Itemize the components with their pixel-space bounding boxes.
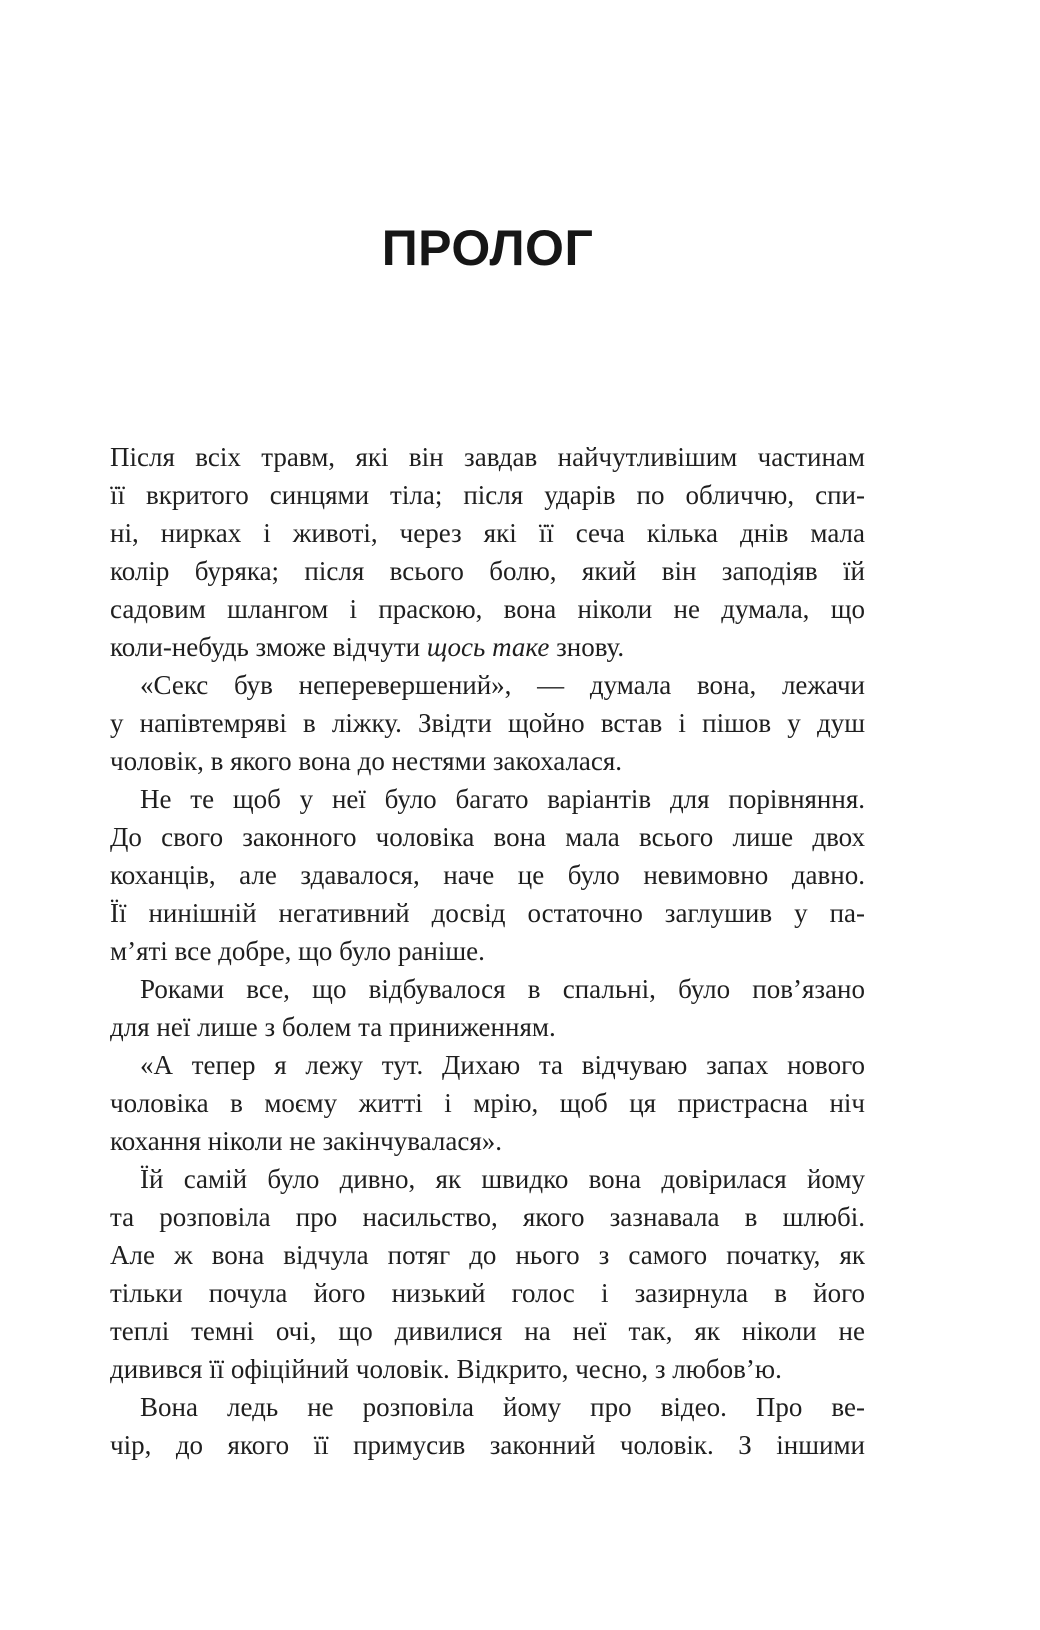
text-line: чір, до якого її примусив законний чоловік. З іншими: [110, 1430, 865, 1460]
text-line: Роками все, що відбувалося в спальні, було пов’язано: [140, 974, 865, 1004]
text-line: Але ж вона відчула потяг до нього з самого початку, як: [110, 1240, 865, 1270]
text-line: Після всіх травм, які він завдав найчутливішим частинам: [110, 442, 865, 472]
text-line: її вкритого синцями тіла; після ударів по обличчю, спи-: [110, 480, 865, 510]
paragraph: [110, 438, 865, 666]
chapter-title: ПРОЛОГ: [381, 220, 594, 276]
text-line: «А тепер я лежу тут. Дихаю та відчуваю запах нового: [140, 1050, 865, 1080]
text-line: у напівтемряві в ліжку. Звідти щойно встав і пішов у душ: [110, 708, 865, 738]
text-line: теплі темні очі, що дивилися на неї так, як ніколи не: [110, 1316, 865, 1346]
text-line: Вона ледь не розповіла йому про відео. Про ве-: [140, 1392, 865, 1422]
text-line: тільки почула його низький голос і зазирнула в його: [110, 1278, 865, 1308]
text-line: ні, нирках і животі, через які її сеча кілька днів мала: [110, 518, 865, 548]
text-line: чоловік, в якого вона до нестями закохалася.: [110, 746, 623, 776]
paragraph: [110, 1046, 865, 1160]
text-line: Її нинішній негативний досвід остаточно заглушив у па-: [110, 898, 865, 928]
text-line: садовим шлангом і праскою, вона ніколи не думала, що: [110, 594, 865, 624]
paragraph: [110, 666, 865, 780]
text-line: коли-небудь зможе відчути щось таке знову.: [110, 632, 625, 662]
text-line: та розповіла про насильство, якого зазнавала в шлюбі.: [110, 1202, 865, 1232]
text-line: чоловіка в моєму житті і мрію, щоб ця пристрасна ніч: [110, 1088, 865, 1118]
text-column: [110, 0, 865, 1464]
text-line: Їй самій було дивно, як швидко вона довірилася йому: [140, 1164, 865, 1194]
text-line: коханців, але здавалося, наче це було невимовно давно.: [110, 860, 865, 890]
text-line: До свого законного чоловіка вона мала всього лише двох: [110, 822, 865, 852]
paragraph: [110, 970, 865, 1046]
paragraph: [110, 780, 865, 970]
text-line: Не те щоб у неї було багато варіантів для порівняння.: [140, 784, 865, 814]
text-line: колір буряка; після всього болю, який він заподіяв їй: [110, 556, 865, 586]
text-line: м’яті все добре, що було раніше.: [110, 936, 485, 966]
text-line: «Секс був неперевершений», — думала вона, лежачи: [140, 670, 865, 700]
paragraph: [110, 1160, 865, 1388]
text-line: кохання ніколи не закінчувалася».: [110, 1126, 502, 1156]
paragraph: [110, 1388, 865, 1464]
text-line: дивився її офіційний чоловік. Відкрито, чесно, з любов’ю.: [110, 1354, 782, 1384]
body-text: [110, 438, 865, 1464]
text-line: для неї лише з болем та приниженням.: [110, 1012, 556, 1042]
